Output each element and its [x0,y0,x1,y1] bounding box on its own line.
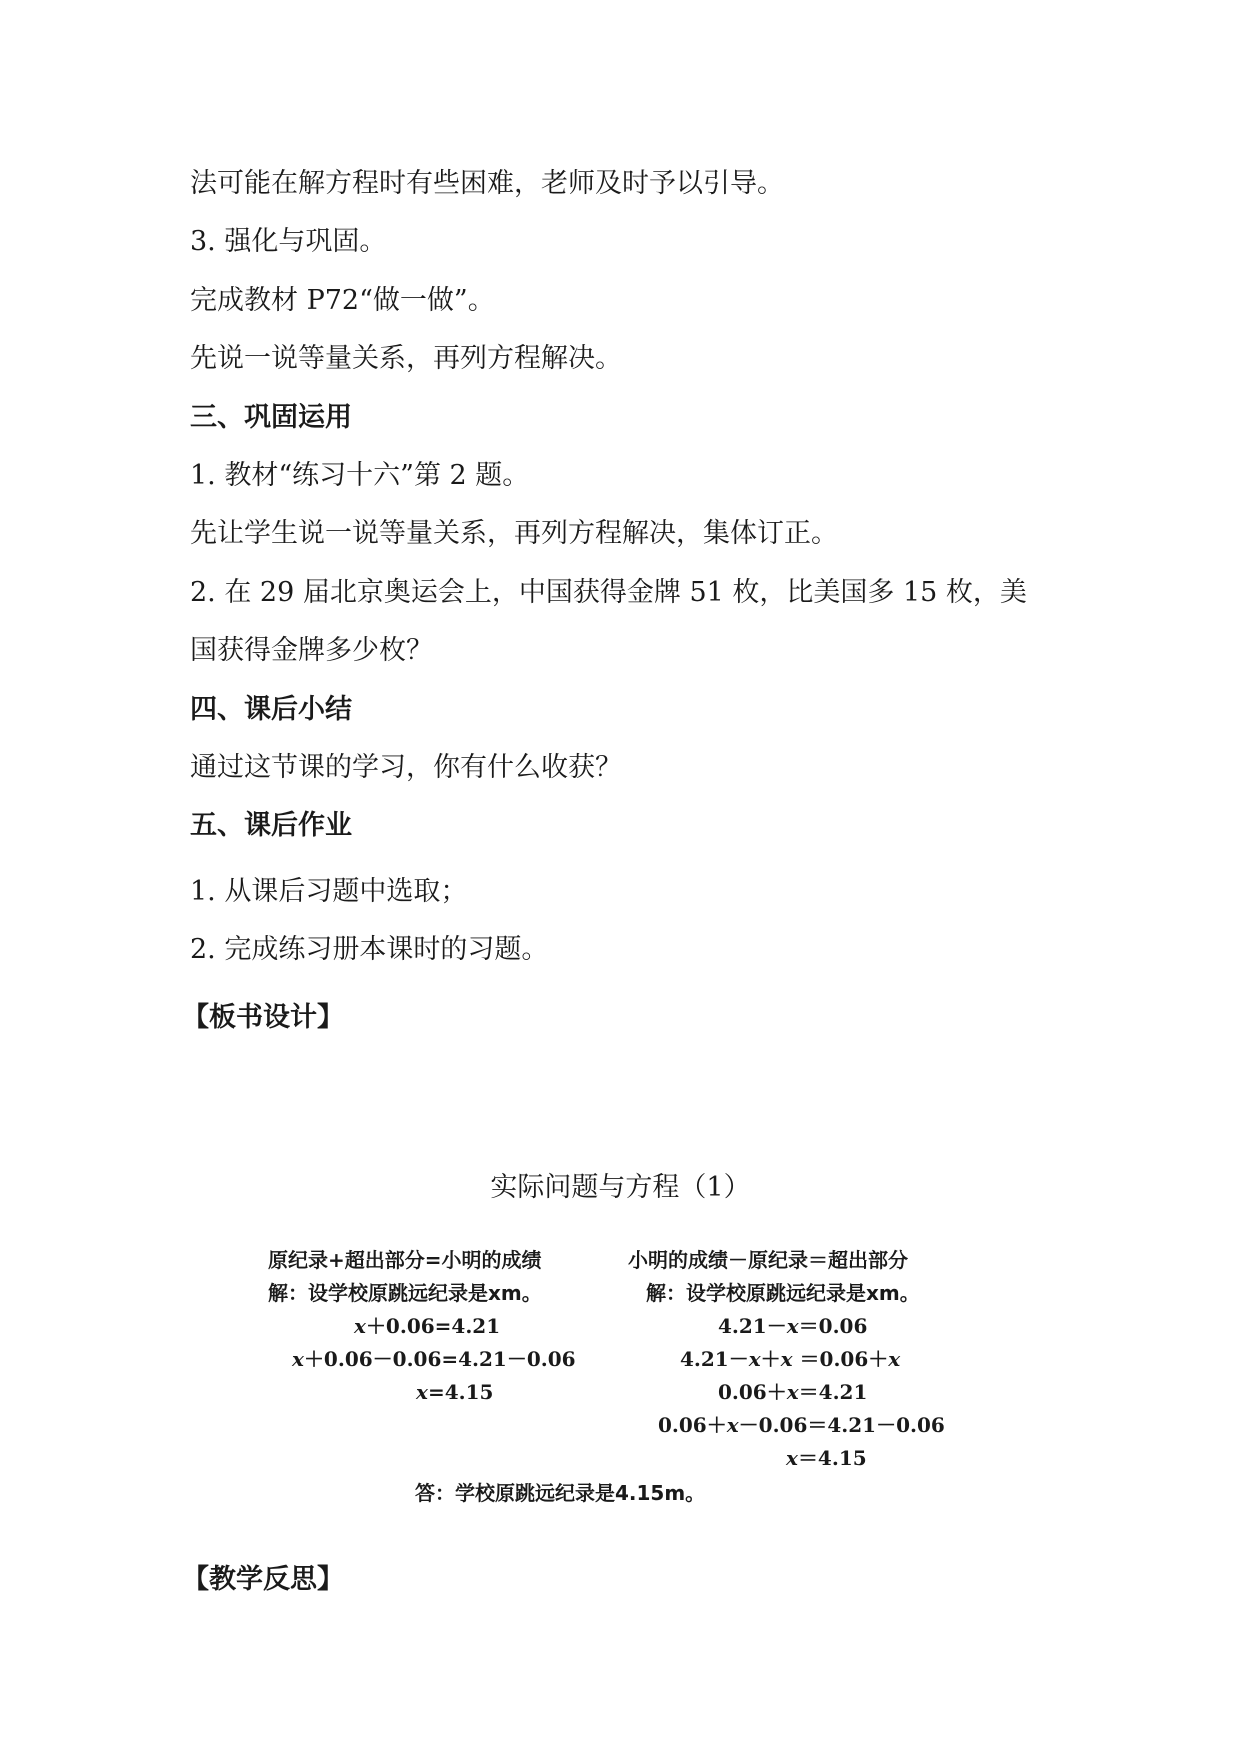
right-equation-2: 4.21－x＋x ＝0.06＋x [680,1347,901,1371]
paragraph-strengthen: 3. 强化与巩固。 [190,226,387,257]
section-heading-consolidate: 三、巩固运用 [190,402,352,433]
board-title: 实际问题与方程（1） [490,1172,751,1203]
paragraph-relation: 先说一说等量关系，再列方程解决。 [190,343,622,374]
right-equation-5: x＝4.15 [786,1446,867,1470]
right-relation: 小明的成绩－原纪录＝超出部分 [628,1248,908,1272]
left-relation: 原纪录+超出部分=小明的成绩 [268,1248,542,1272]
left-equation-2: x＋0.06－0.06=4.21－0.06 [292,1347,576,1371]
right-equation-1: 4.21－x＝0.06 [718,1314,868,1338]
section-heading-homework: 五、课后作业 [190,810,352,841]
paragraph-textbook: 完成教材 P72“做一做”。 [190,285,495,316]
left-equation-1: x＋0.06=4.21 [354,1314,501,1338]
section-heading-summary: 四、课后小结 [190,694,352,725]
paragraph-exercise-2: 2. 在 29 届北京奥运会上，中国获得金牌 51 枚，比美国多 15 枚，美 [190,577,1027,608]
left-solve: 解：设学校原跳远纪录是xm。 [268,1281,542,1305]
right-equation-3: 0.06＋x＝4.21 [718,1380,868,1404]
paragraph-guidance: 法可能在解方程时有些困难，老师及时予以引导。 [190,168,784,199]
left-equation-3: x=4.15 [416,1380,494,1404]
paragraph-exercise-1-note: 先让学生说一说等量关系，再列方程解决，集体订正。 [190,518,838,549]
right-solve: 解：设学校原跳远纪录是xm。 [646,1281,920,1305]
paragraph-homework-2: 2. 完成练习册本课时的习题。 [190,934,549,965]
paragraph-homework-1: 1. 从课后习题中选取； [190,876,468,907]
section-heading-board-design: 【板书设计】 [182,1002,344,1033]
right-equation-4: 0.06＋x－0.06＝4.21－0.06 [658,1413,945,1437]
section-heading-reflection: 【教学反思】 [182,1564,344,1595]
board-content [0,1244,1241,1504]
paragraph-summary: 通过这节课的学习，你有什么收获？ [190,752,622,783]
paragraph-exercise-1: 1. 教材“练习十六”第 2 题。 [190,460,530,491]
board-answer: 答：学校原跳远纪录是4.15m。 [415,1481,706,1505]
paragraph-exercise-2-cont: 国获得金牌多少枚？ [190,635,433,666]
